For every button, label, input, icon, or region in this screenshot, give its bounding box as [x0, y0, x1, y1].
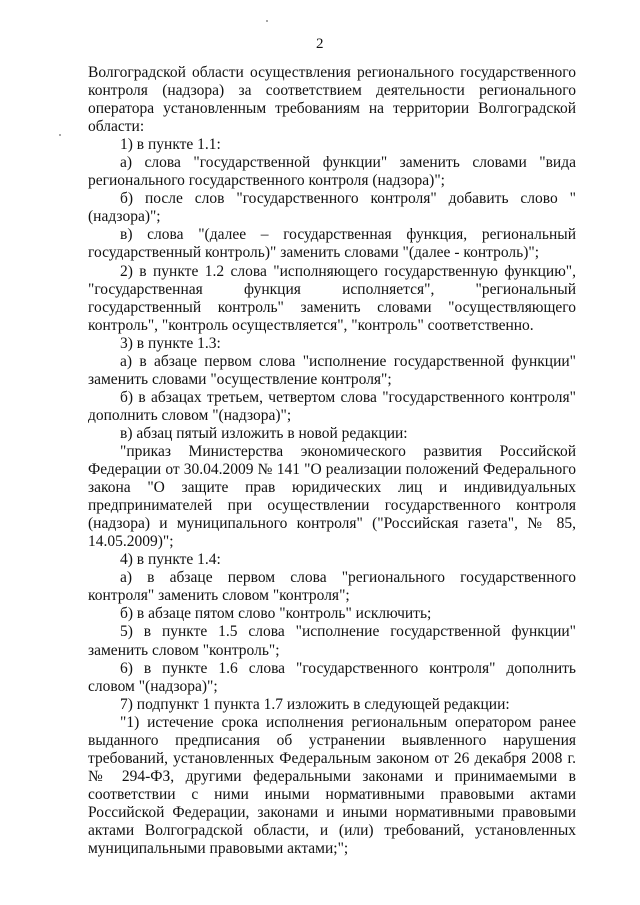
paragraph: б) после слов "государственного контроля" добавить слово "(надзора)"; [88, 190, 576, 226]
paragraph: 7) подпункт 1 пункта 1.7 изложить в следующей редакции: [120, 695, 510, 713]
paragraph: 1) в пункте 1.1: [120, 136, 221, 154]
scan-mark [266, 20, 268, 22]
paragraph: б) в абзацах третьем, четвертом слова "государственного контроля" дополнить словом "(надзора)"; [88, 388, 576, 424]
paragraph: в) абзац пятый изложить в новой редакции: [120, 424, 408, 442]
paragraph: 4) в пункте 1.4: [120, 551, 221, 569]
paragraph: а) в абзаце первом слова "исполнение государственной функции" заменить словами "осуществление контроля"; [88, 352, 576, 388]
paragraph: в) слова "(далее – государственная функция, региональный государственный контроль)" заменить словами "(далее - контроль)"; [88, 226, 576, 262]
quoted-paragraph: "1) истечение срока исполнения региональным оператором ранее выданного предписания об устранении выявленного нарушения требований, установленных Федеральным законом от 26 декабря 2008 г. № 294-ФЗ, другими федеральными законами и принимаемыми в соответствии с ними иными нормативными правовыми актами Российской Федерации, законами и иными нормативными правовыми актами Волгоградской области, и (или) требований, установленных муниципальными правовыми актами;"; [88, 713, 576, 858]
scan-mark [59, 134, 61, 136]
quoted-paragraph: "приказ Министерства экономического развития Российской Федерации от 30.04.2009 № 141 "О реализации положений Федерального закона "О защите прав юридических лиц и индивидуальных предпринимателей при осуществлении государственного контроля (надзора) и муниципального контроля" ("Российская газета", № 85, 14.05.2009)"; [88, 442, 576, 551]
paragraph: 6) в пункте 1.6 слова "государственного контроля" дополнить словом "(надзора)"; [88, 659, 576, 695]
paragraph: а) слова "государственной функции" заменить словами "вида регионального государственного контроля (надзора)"; [88, 154, 576, 190]
document-body [88, 64, 576, 858]
paragraph: 5) в пункте 1.5 слова "исполнение государственной функции" заменить словом "контроль"; [88, 623, 576, 659]
paragraph: Волгоградской области осуществления регионального государственного контроля (надзора) за соответствием деятельности регионального оператора установленным требованиям на территории Волгоградской области: [88, 64, 576, 136]
paragraph: б) в абзаце пятом слово "контроль" исключить; [120, 605, 432, 623]
page-number: 2 [316, 36, 324, 52]
paragraph: 3) в пункте 1.3: [120, 334, 221, 352]
paragraph: 2) в пункте 1.2 слова "исполняющего государственную функцию", "государственная функция исполняется", "региональный государственный контроль" заменить словами "осуществляющего контроль", "контроль осуществляется", "контроль" соответственно. [88, 262, 576, 334]
paragraph: а) в абзаце первом слова "регионального государственного контроля" заменить словом "контроля"; [88, 569, 576, 605]
